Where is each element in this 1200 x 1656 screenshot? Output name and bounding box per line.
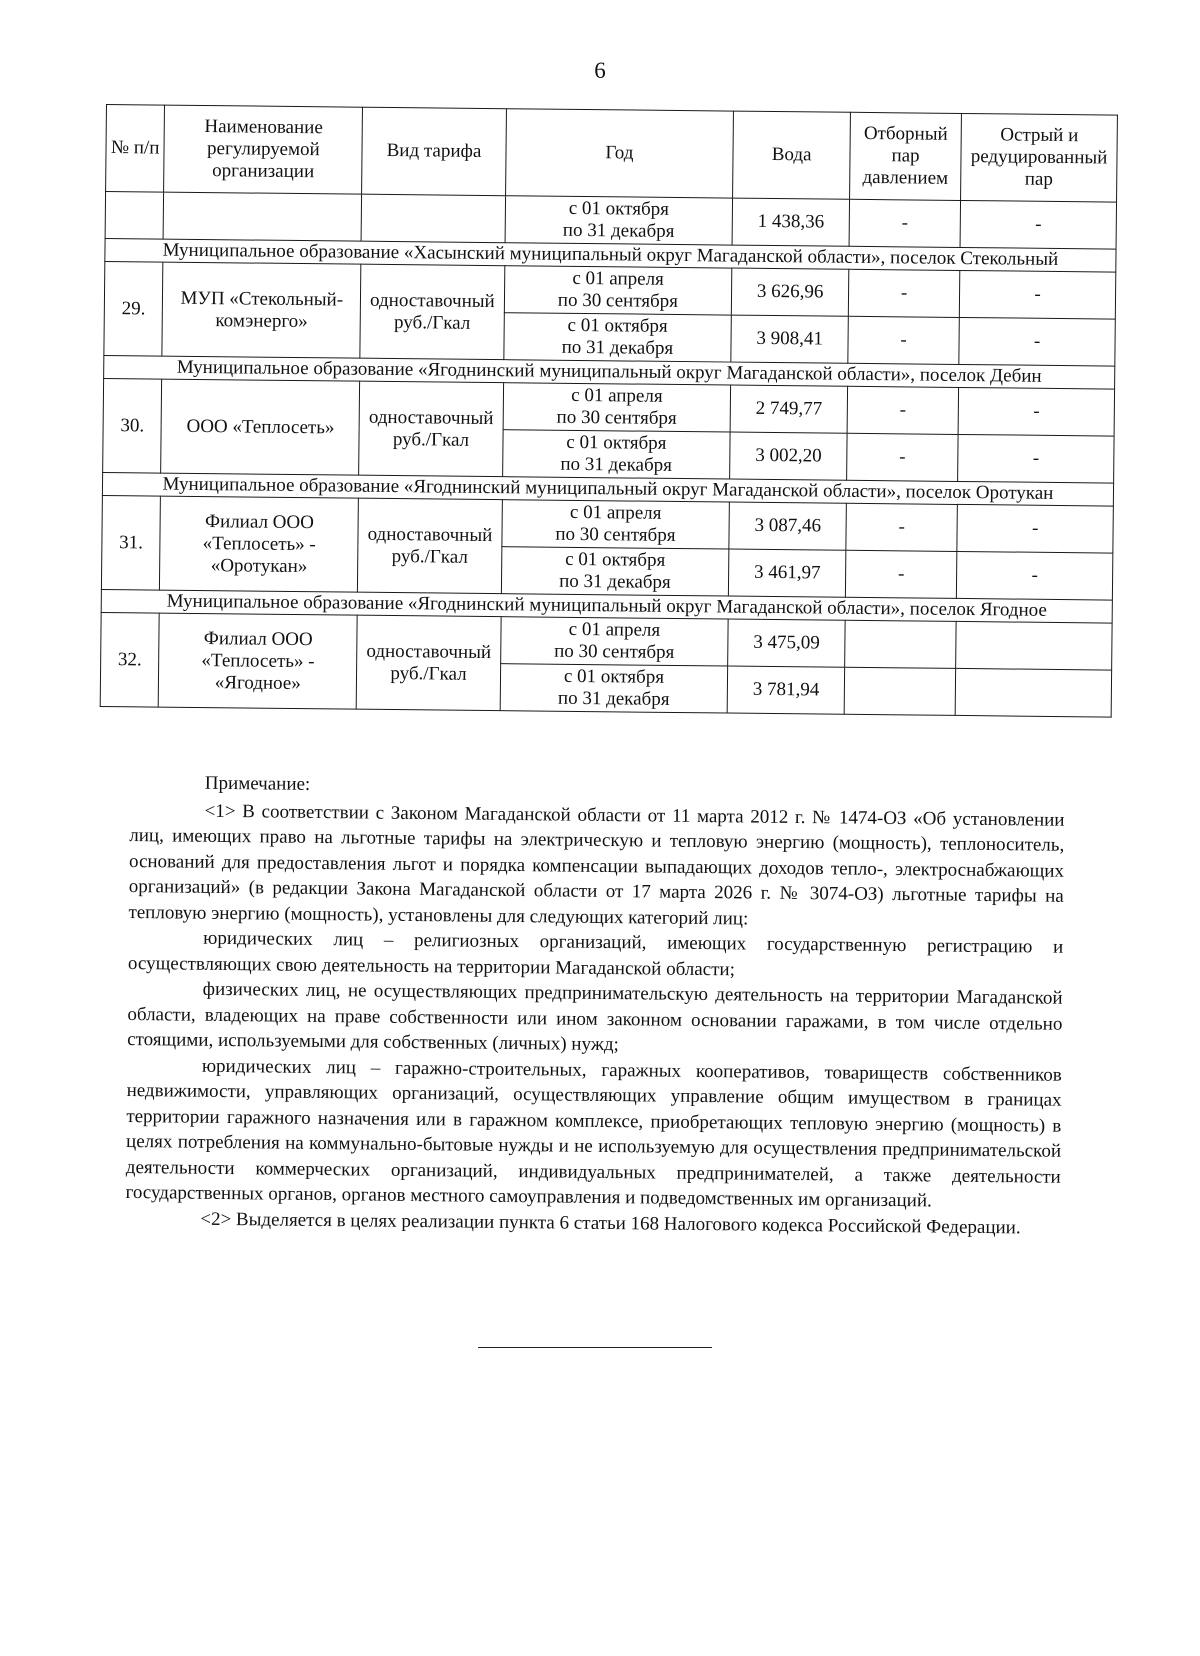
cell-water: 2 749,77 [730,385,847,433]
note-1-category-3: юридических лиц – гаражно-строительных, гаражных кооперативов, товариществ собственников недвижимости, управляющих организаций, осуществляющих управление общим имуществом в границах территории гаражного назначения или в гаражном комплексе, приобретающих тепловую энергию (мощность) в целях потребления на коммунально-бытовые нужды и не используемую для осуществления предпринимательской деятельности коммерческих организаций, индивидуальных предпринимателей, а также деятельности государственных органов, органов местного самоуправления и подведомственных им организаций. [125,1055,1062,1212]
year-to: по 31 декабря [560,453,673,476]
table-row [102,495,1113,553]
cell-steam-pressure: - [847,386,959,434]
note-1-category-1: юридических лиц – религиозных организаций, имеющих государственную регистрацию и осуществляющих свою деятельность на территории Магаданской области; [127,927,1064,980]
cell-steam-pressure: - [848,316,960,364]
cell-water: 1 438,36 [732,198,849,246]
cell-steam-sharp: - [959,317,1115,366]
tariff-type-unit: руб./Гкал [392,428,470,451]
year-to: по 30 сентября [557,289,679,312]
cell-year [503,313,731,362]
cell-year [501,500,729,549]
year-from: с 01 октября [565,548,666,571]
table-row [101,612,1112,670]
cell-org: ООО «Теплосеть» [161,379,360,475]
year-to: по 31 декабря [562,219,675,242]
municipality-title: Муниципальное образование «Хасынский муниципальный округ Магаданской области», поселок Стекольный [105,238,1116,272]
year-to: по 31 декабря [557,687,670,710]
cell-tariff-type [359,381,503,476]
tariff-type-name: одноставочный [366,640,492,663]
note-1: <1> В соответствии с Законом Магаданской области от 11 марта 2012 г. № 1474-ОЗ «Об установлении лиц, имеющих право на льготные тарифы на электрическую и тепловую энергию (мощность), теплоноситель, оснований для предоставления льгот и порядка компенсации выпадающих доходов тепло-, электроснабжающих организаций» (в редакции Закона Магаданской области от 17 марта 2026 г. № 3074-ОЗ) льготные тарифы на тепловую энергию (мощность), установлены для следующих категорий лиц: [128,800,1065,929]
tariff-table [100,104,1118,718]
year-from: с 01 октября [566,431,667,454]
year-from: с 01 октября [568,197,670,220]
cell-steam-pressure: - [845,550,957,598]
header-tariff-type: Вид тарифа [362,107,506,195]
header-steam-pressure: Отборный пар давлением [849,112,961,200]
header-org: Наименование регулируемой организации [164,105,363,194]
tariff-type-unit: руб./Гкал [390,662,467,685]
cell-steam-pressure: - [848,269,960,317]
tariff-type-name: одноставочный [368,406,494,429]
cell-steam-pressure: - [846,503,958,551]
tariff-type-name: одноставочный [367,523,493,546]
cell-steam-sharp: - [957,551,1113,600]
cell-steam-pressure [844,667,956,715]
cell-year [500,617,728,666]
tariff-type-name: одноставочный [369,289,495,312]
notes-heading: Примечание: [204,772,311,795]
cell-org: МУП «Стекольный-комэнерго» [162,262,361,358]
cell-steam-sharp: - [957,504,1113,553]
year-from: с 01 октября [567,314,668,337]
header-num: № п/п [106,105,165,193]
header-year: Год [505,109,734,198]
cell-steam-sharp: - [958,387,1114,436]
notes-section [125,770,1065,1241]
cell-water: 3 475,09 [728,619,845,667]
cell-year [505,196,733,245]
cell-org: Филиал ООО «Теплосеть» - «Оротукан» [160,496,359,592]
year-from: с 01 апреля [572,267,664,290]
table-row [104,261,1115,319]
cell-year [500,664,728,713]
cell-org [163,192,362,241]
cell-tariff-type [362,194,506,242]
year-from: с 01 апреля [571,384,663,407]
cell-steam-pressure [845,620,957,668]
tariff-type-unit: руб./Гкал [393,311,471,334]
year-to: по 30 сентября [556,406,677,429]
note-1-category-2: физических лиц, не осуществляющих предпринимательскую деятельность на территории Магаданской области, владеющих на праве собственности или ином законном основании гаражами, в том числе отдельно стоящими, используемыми для собственных (личных) нужд; [127,978,1063,1056]
year-to: по 31 декабря [559,570,671,593]
year-from: с 01 октября [563,665,665,688]
year-to: по 31 декабря [561,336,674,359]
cell-num: 32. [100,612,159,707]
cell-num [105,192,164,240]
year-from: с 01 апреля [569,501,662,524]
cell-tariff-type [358,498,502,593]
table-header-row [106,105,1118,203]
cell-water: 3 626,96 [732,268,849,316]
cell-water: 3 781,94 [728,666,845,714]
tariff-type-unit: руб./Гкал [391,545,468,568]
cell-year [503,383,731,432]
municipality-title: Муниципальное образование «Ягоднинский муниципальный округ Магаданской области», поселок Дебин [104,355,1115,389]
page-number: 6 [594,58,606,83]
cell-steam-sharp [956,621,1112,670]
cell-steam-pressure: - [849,199,961,247]
cell-year [504,266,732,315]
cell-tariff-type [360,264,504,359]
municipality-title: Муниципальное образование «Ягоднинский муниципальный округ Магаданской области», поселок Ягодное [101,589,1112,623]
cell-steam-sharp [955,668,1111,717]
header-water: Вода [733,111,850,199]
cell-year [502,430,730,479]
year-from: с 01 апреля [568,618,661,641]
cell-num: 29. [104,261,163,356]
cell-num: 31. [101,495,160,590]
year-to: по 30 сентября [555,523,676,546]
header-steam-sharp: Острый и редуцированный пар [961,113,1118,202]
note-2: <2> Выделяется в целях реализации пункта 6 статьи 168 Налогового кодекса Российской Федерации. [200,1208,1021,1238]
cell-tariff-type [357,615,501,710]
closing-separator-line [478,1347,712,1348]
cell-num: 30. [103,378,162,473]
cell-steam-sharp: - [958,434,1114,483]
table-row [103,378,1114,436]
cell-water: 3 908,41 [731,315,848,363]
cell-steam-pressure: - [847,433,959,481]
cell-steam-sharp: - [959,270,1115,319]
cell-year [501,547,729,596]
cell-org: Филиал ООО «Теплосеть» - «Ягодное» [158,613,357,709]
municipality-title: Муниципальное образование «Ягоднинский муниципальный округ Магаданской области», поселок Оротукан [102,472,1113,506]
cell-water: 3 087,46 [729,502,846,550]
year-to: по 30 сентября [554,640,675,663]
cell-water: 3 002,20 [730,432,847,480]
cell-water: 3 461,97 [729,549,846,597]
cell-steam-sharp: - [960,200,1116,249]
